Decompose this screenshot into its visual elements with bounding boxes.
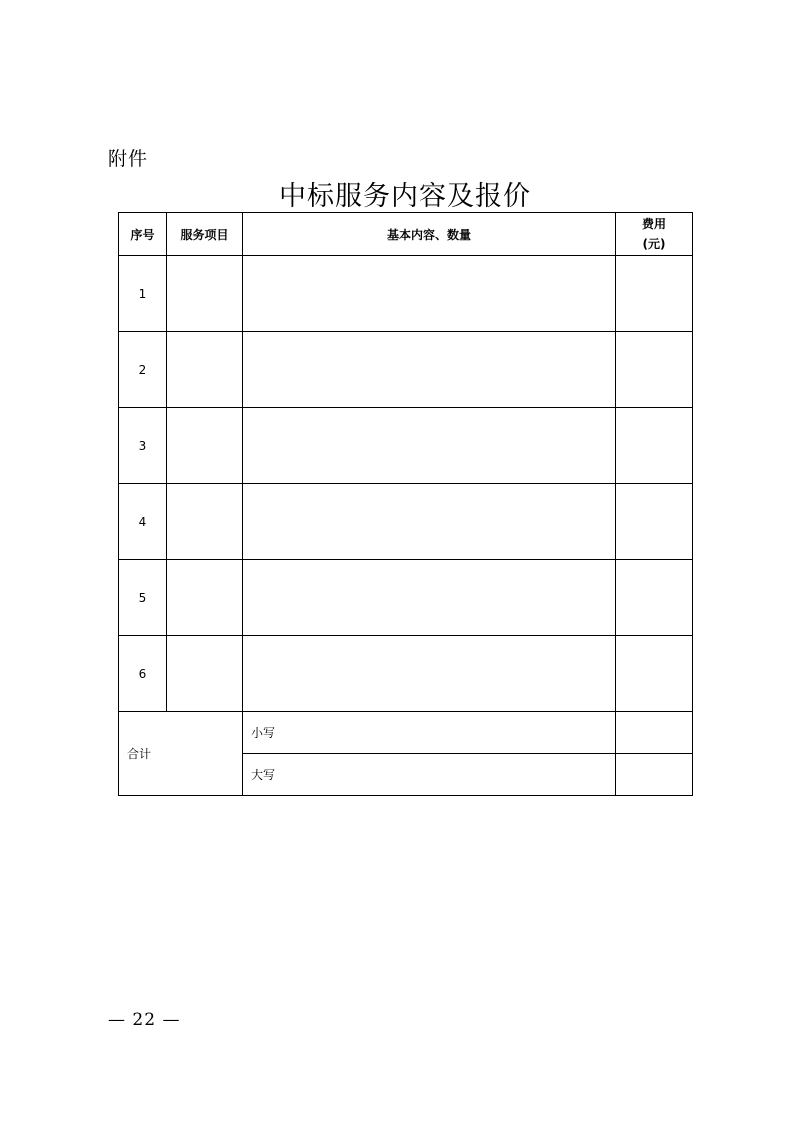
row-service-item[interactable] <box>167 332 243 408</box>
header-service-item: 服务项目 <box>167 213 243 256</box>
row-service-item[interactable] <box>167 256 243 332</box>
row-service-item[interactable] <box>167 636 243 712</box>
row-index: 3 <box>119 408 167 484</box>
row-fee[interactable] <box>616 256 693 332</box>
page-number: — 22 — <box>108 1010 181 1030</box>
row-fee[interactable] <box>616 636 693 712</box>
uppercase-label: 大写 <box>243 754 616 796</box>
uppercase-amount[interactable] <box>616 754 693 796</box>
row-content[interactable] <box>243 332 616 408</box>
row-service-item[interactable] <box>167 484 243 560</box>
quote-table <box>118 212 693 796</box>
row-content[interactable] <box>243 256 616 332</box>
lowercase-label: 小写 <box>243 712 616 754</box>
document-title: 中标服务内容及报价 <box>279 181 531 212</box>
row-index: 6 <box>119 636 167 712</box>
row-content[interactable] <box>243 408 616 484</box>
table-header-row <box>119 213 693 256</box>
table-row <box>119 560 693 636</box>
lowercase-amount[interactable] <box>616 712 693 754</box>
row-index: 5 <box>119 560 167 636</box>
attachment-label: 附件 <box>108 148 149 170</box>
row-content[interactable] <box>243 636 616 712</box>
row-index: 2 <box>119 332 167 408</box>
row-service-item[interactable] <box>167 408 243 484</box>
table-row <box>119 256 693 332</box>
total-lowercase-row <box>119 712 693 754</box>
header-content: 基本内容、数量 <box>243 213 616 256</box>
row-content[interactable] <box>243 484 616 560</box>
table-row <box>119 332 693 408</box>
row-fee[interactable] <box>616 484 693 560</box>
table-row <box>119 636 693 712</box>
row-fee[interactable] <box>616 332 693 408</box>
row-service-item[interactable] <box>167 560 243 636</box>
total-label: 合计 <box>119 712 243 796</box>
header-fee-unit: (元) <box>642 237 666 251</box>
row-fee[interactable] <box>616 408 693 484</box>
header-index: 序号 <box>119 213 167 256</box>
table-row <box>119 408 693 484</box>
header-fee-label: 费用 <box>641 217 666 231</box>
row-index: 4 <box>119 484 167 560</box>
header-fee <box>616 213 693 256</box>
table-row <box>119 484 693 560</box>
row-content[interactable] <box>243 560 616 636</box>
row-fee[interactable] <box>616 560 693 636</box>
row-index: 1 <box>119 256 167 332</box>
